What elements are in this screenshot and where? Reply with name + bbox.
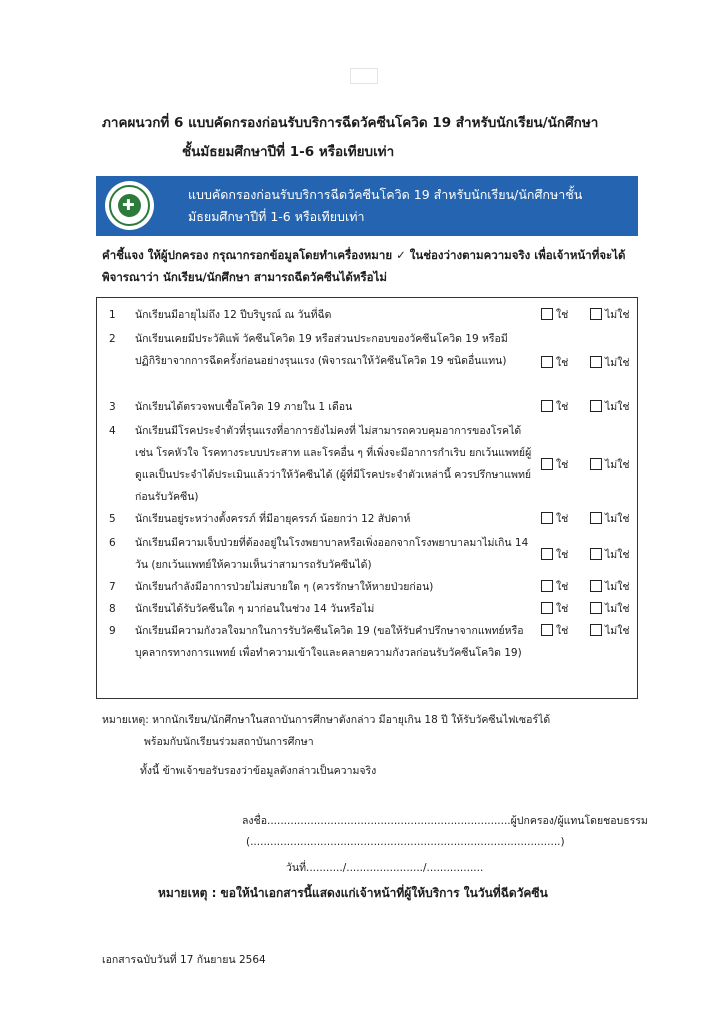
no-checkbox[interactable] [590,602,629,616]
checkbox-icon [590,458,602,470]
question-text: นักเรียนมีความกังวลใจมากในการรับวัคซีนโควิด 19 (ขอให้รับคำปรึกษาจากแพทย์หรือบุคลากรทางการแพทย์ เพื่อทำความเข้าใจและคลายความกังวลก่อนรับวัคซีนโควิด 19) [135,625,524,659]
screening-question-table [96,297,638,699]
no-checkbox[interactable] [590,548,629,562]
question-text: นักเรียนกำลังมีอาการป่วยไม่สบายใด ๆ (ควรรักษาให้หายป่วยก่อน) [135,581,434,593]
yes-label: ใช่ [556,513,569,525]
yes-checkbox[interactable] [541,602,568,616]
checkbox-icon [590,602,602,614]
question-number: 1 [109,309,116,321]
question-text: นักเรียนอยู่ระหว่างตั้งครรภ์ ที่มีอายุครรภ์ น้อยกว่า 12 สัปดาห์ [135,513,411,525]
question-number: 6 [109,537,116,549]
checkbox-icon [541,602,553,614]
yes-label: ใช่ [556,549,569,561]
yes-checkbox[interactable] [541,458,568,472]
question-text: นักเรียนได้ตรวจพบเชื้อโควิด 19 ภายใน 1 เดือน [135,401,353,413]
no-label: ไม่ใช่ [605,357,630,369]
yes-checkbox[interactable] [541,308,568,322]
question-text: นักเรียนมีโรคประจำตัวที่รุนแรงที่อาการยังไม่คงที่ ไม่สามารถควบคุมอาการของโรคได้ เช่น โรคหัวใจ โรคทางระบบประสาท และโรคอื่น ๆ ที่เพิ่งจะมีอาการกำเริบ ยกเว้นแพทย์ผู้ดูแลเป็นประจำได้ประเมินแล้วว่าให้วัคซีนได้ (ผู้ที่มีโรคประจำตัวเหล่านี้ ควรปรึกษาแพทย์ก่อนรับวัคซีน) [135,425,532,503]
signature-field[interactable] [242,812,648,829]
no-label: ไม่ใช่ [605,581,630,593]
no-label: ไม่ใช่ [605,625,630,637]
scan-smudge [350,68,378,84]
no-checkbox[interactable] [590,400,629,414]
signer-role: ผู้ปกครอง/ผู้แทนโดยชอบธรรม [510,815,648,827]
no-label: ไม่ใช่ [605,401,630,413]
question-number: 3 [109,401,116,413]
checkbox-icon [590,356,602,368]
checkbox-icon [590,624,602,636]
question-text: นักเรียนเคยมีประวัติแพ้ วัคซีนโควิด 19 หรือส่วนประกอบของวัคซีนโควิด 19 หรือมีปฏิกิริยาจากการฉีดครั้งก่อนอย่างรุนแรง (พิจารณาให้วัคซีนโควิด 19 ชนิดอื่นแทน) [135,333,508,367]
no-label: ไม่ใช่ [605,309,630,321]
checkbox-icon [541,624,553,636]
instructions-line-1: คำชี้แจง ให้ผู้ปกครอง กรุณากรอกข้อมูลโดยทำเครื่องหมาย ✓ ในช่องว่างตามความจริง เพื่อเจ้าหน้าที่จะได้ [102,248,626,262]
yes-checkbox[interactable] [541,548,568,562]
checkbox-icon [541,458,553,470]
no-checkbox[interactable] [590,308,629,322]
question-number: 5 [109,513,116,525]
yes-label: ใช่ [556,581,569,593]
document-title [102,113,662,162]
signature-label: ลงชื่อ......................................................................... [242,815,511,827]
yes-label: ใช่ [556,603,569,615]
instructions [102,244,632,288]
no-label: ไม่ใช่ [605,603,630,615]
no-checkbox[interactable] [590,624,629,638]
yes-label: ใช่ [556,459,569,471]
checkbox-icon [590,308,602,320]
no-checkbox[interactable] [590,458,629,472]
no-checkbox[interactable] [590,580,629,594]
checkbox-icon [541,548,553,560]
footnote: หมายเหตุ : ขอให้นำเอกสารนี้แสดงแก่เจ้าหน้าที่ผู้ให้บริการ ในวันที่ฉีดวัคซีน [158,886,548,900]
note-line-1: หมายเหตุ: หากนักเรียน/นักศึกษาในสถาบันการศึกษาดังกล่าว มีอายุเกิน 18 ปี ให้รับวัคซีนไฟเซอร์ได้ [102,714,551,726]
no-label: ไม่ใช่ [605,459,630,471]
question-text: นักเรียนมีความเจ็บป่วยที่ต้องอยู่ในโรงพยาบาลหรือเพิ่งออกจากโรงพยาบาลมาไม่เกิน 14 วัน (ยกเว้นแพทย์ให้ความเห็นว่าสามารถรับวัคซีนได้) [135,537,529,571]
question-text: นักเรียนได้รับวัคซีนใด ๆ มาก่อนในช่วง 14 วันหรือไม่ [135,603,375,615]
yes-label: ใช่ [556,401,569,413]
yes-label: ใช่ [556,357,569,369]
question-number: 9 [109,625,116,637]
remark-note [102,709,642,753]
checkbox-icon [590,548,602,560]
banner-line-2: มัธยมศึกษาปีที่ 1-6 หรือเทียบเท่า [188,209,365,224]
note-line-2: พร้อมกับนักเรียนร่วมสถาบันการศึกษา [144,736,314,748]
no-label: ไม่ใช่ [605,549,630,561]
question-number: 8 [109,603,116,615]
instructions-line-2: พิจารณาว่า นักเรียน/นักศึกษา สามารถฉีดวัคซีนได้หรือไม่ [102,270,387,284]
form-header-banner [96,176,638,236]
question-text: นักเรียนมีอายุไม่ถึง 12 ปีบริบูรณ์ ณ วันที่ฉีด [135,309,332,321]
banner-line-1: แบบคัดกรองก่อนรับบริการฉีดวัคซีนโควิด 19 สำหรับนักเรียน/นักศึกษาชั้น [188,187,583,202]
checkbox-icon [541,308,553,320]
checkbox-icon [541,400,553,412]
title-line-2: ชั้นมัธยมศึกษาปีที่ 1-6 หรือเทียบเท่า [182,144,395,160]
certification-statement: ทั้งนี้ ข้าพเจ้าขอรับรองว่าข้อมูลดังกล่าวเป็นความจริง [140,765,377,777]
yes-label: ใช่ [556,625,569,637]
question-number: 7 [109,581,116,593]
question-number: 2 [109,333,116,345]
no-checkbox[interactable] [590,356,629,370]
yes-checkbox[interactable] [541,400,568,414]
printed-name-field[interactable]: (.............................................................................................) [246,836,565,848]
banner-title [188,184,628,228]
checkbox-icon [590,400,602,412]
document-date: เอกสารฉบับวันที่ 17 กันยายน 2564 [102,954,266,966]
no-label: ไม่ใช่ [605,513,630,525]
yes-checkbox[interactable] [541,624,568,638]
checkbox-icon [541,356,553,368]
question-number: 4 [109,425,116,437]
checkbox-icon [590,512,602,524]
yes-checkbox[interactable] [541,356,568,370]
checkbox-icon [590,580,602,592]
no-checkbox[interactable] [590,512,629,526]
yes-checkbox[interactable] [541,580,568,594]
yes-checkbox[interactable] [541,512,568,526]
title-line-1: ภาคผนวกที่ 6 แบบคัดกรองก่อนรับบริการฉีดวัคซีนโควิด 19 สำหรับนักเรียน/นักศึกษา [102,115,599,131]
date-field[interactable]: วันที่.........../......................./................. [286,862,484,874]
ministry-logo-icon: ✚ [105,181,154,230]
checkbox-icon [541,512,553,524]
yes-label: ใช่ [556,309,569,321]
checkbox-icon [541,580,553,592]
